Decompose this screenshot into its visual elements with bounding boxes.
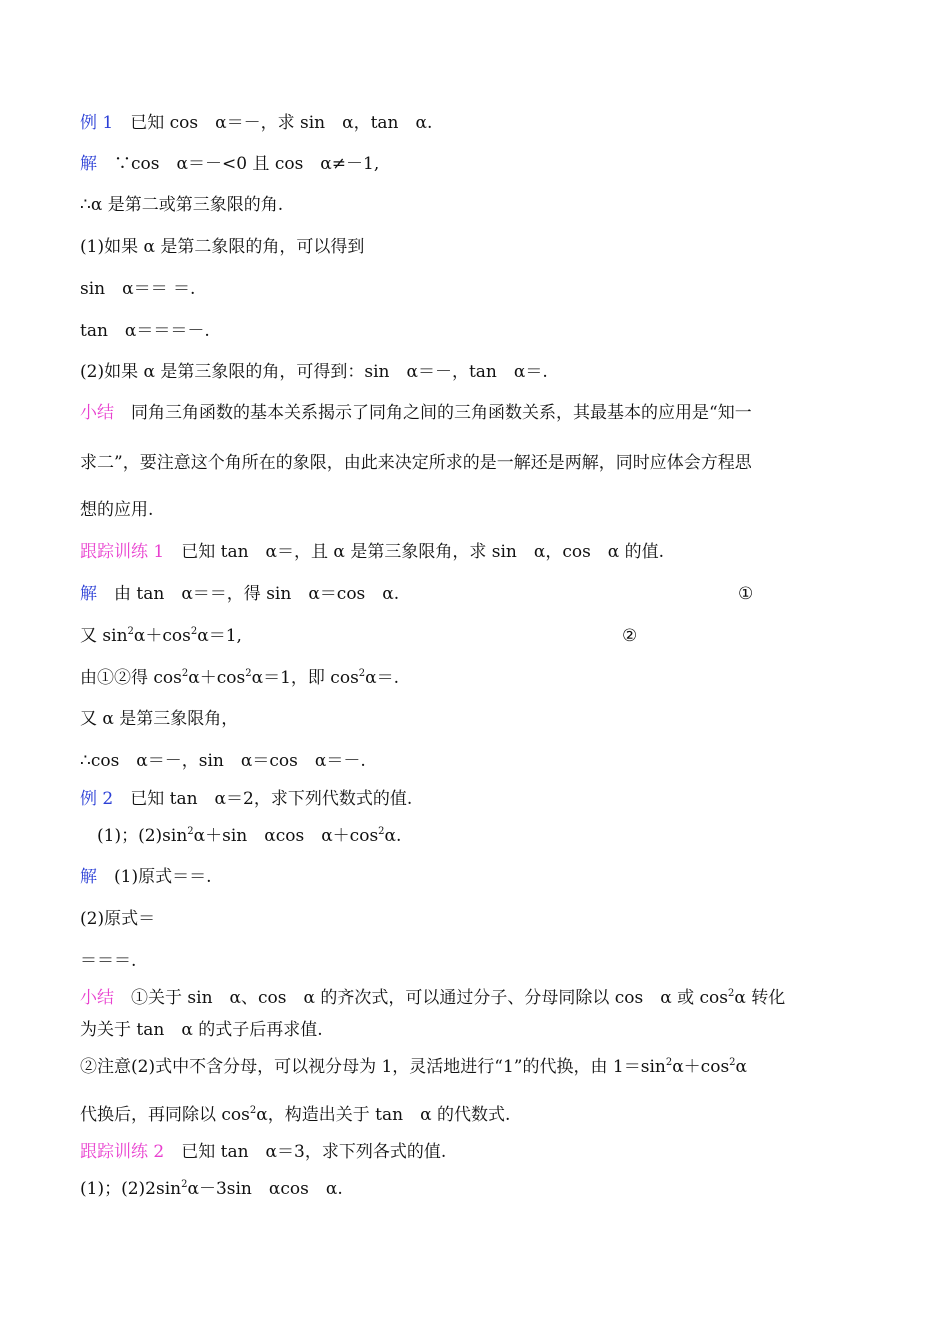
exercise-1-tag: 跟踪训练 1 <box>80 542 165 562</box>
solution-2 <box>80 583 399 605</box>
summary-2-line-1: 小结 ①关于 sin α、cos α 的齐次式，可以通过分子、分母同除以 cos α 或 $\cos^2\alpha$ 转化 <box>80 988 786 1008</box>
summary-1-line-3: 想的应用. <box>80 500 154 520</box>
summary-1-line-2: 求二”，要注意这个角所在的象限，由此来决定所求的是一解还是两解，同时应体会方程思 <box>80 453 752 473</box>
example-1 <box>80 112 432 134</box>
solution-3-text: (1)原式＝＝. <box>97 867 212 887</box>
line-quadrant: ∴α 是第二或第三象限的角. <box>80 195 284 215</box>
solution-3-tag: 解 <box>80 867 97 887</box>
line-tan-result: tan α＝＝＝－. <box>80 321 210 341</box>
equation-mark-2: ② <box>622 626 638 646</box>
exercise-2-tag: 跟踪训练 2 <box>80 1142 165 1162</box>
summary-1-text-1: 同角三角函数的基本关系揭示了同角之间的三角函数关系，其最基本的应用是“知一 <box>114 403 752 423</box>
exercise-1-text: 已知 tan α＝，且 α 是第三象限角，求 sin α，cos α 的值. <box>164 542 665 562</box>
line-case-1: (1)如果 α 是第二象限的角，可以得到 <box>80 237 365 257</box>
solution-1 <box>80 153 379 175</box>
example-2 <box>80 788 412 810</box>
equation-mark-1: ① <box>738 584 754 604</box>
summary-2-line-2: 为关于 tan α 的式子后再求值. <box>80 1020 323 1040</box>
summary-2-tag: 小结 <box>80 988 114 1008</box>
exercise-2-parts: (1)；$(2)2\sin^2\alpha-3\sin$ αcos α. <box>80 1179 343 1199</box>
solution-1-text: ∵cos α＝－<0 且 cos α≠－1, <box>97 154 380 174</box>
summary-2-line-3: ②注意(2)式中不含分母，可以视分母为 1，灵活地进行“1”的代换，由 $1=\sin^2\alpha+\cos^2\alpha$ <box>80 1057 748 1077</box>
example-2-parts: (1)；$(2)\sin^2\alpha+\sin$ αcos $\alpha+\cos^2\alpha$. <box>80 826 402 846</box>
exercise-2 <box>80 1141 446 1163</box>
line-equals-chain: ＝＝＝. <box>80 951 137 971</box>
line-case-2: (2)如果 α 是第三象限的角，可得到：sin α＝－，tan α＝. <box>80 362 548 382</box>
exercise-1 <box>80 541 664 563</box>
line-result-2: ∴cos α＝－，sin α＝cos α＝－. <box>80 751 366 771</box>
summary-2-line-4: 代换后，再同除以 $\cos^2\alpha$，构造出关于 tan α 的代数式. <box>80 1105 511 1125</box>
line-identity: 又 $\sin^2\alpha+\cos^2\alpha=1$, <box>80 626 242 646</box>
exercise-2-text: 已知 tan α＝3，求下列各式的值. <box>164 1142 447 1162</box>
solution-2-text: 由 tan α＝＝，得 sin α＝cos α. <box>97 584 400 604</box>
solution-2-tag: 解 <box>80 584 97 604</box>
line-original-2: (2)原式＝ <box>80 909 156 929</box>
summary-1-tag: 小结 <box>80 403 114 423</box>
example-2-text: 已知 tan α＝2，求下列代数式的值. <box>113 789 413 809</box>
line-combine: 由①②得 $\cos^2\alpha+\cos^2\alpha=1$，即 $\cos^2\alpha=$. <box>80 668 400 688</box>
line-third-quadrant: 又 α 是第三象限角， <box>80 709 239 729</box>
example-1-text: 已知 cos α＝－，求 sin α，tan α. <box>113 113 433 133</box>
line-sin-result: sin α＝＝ ＝. <box>80 279 196 299</box>
solution-3 <box>80 866 211 888</box>
solution-1-tag: 解 <box>80 154 97 174</box>
summary-1-line-1 <box>80 402 752 424</box>
example-1-tag: 例 1 <box>80 113 114 133</box>
example-2-tag: 例 2 <box>80 789 114 809</box>
